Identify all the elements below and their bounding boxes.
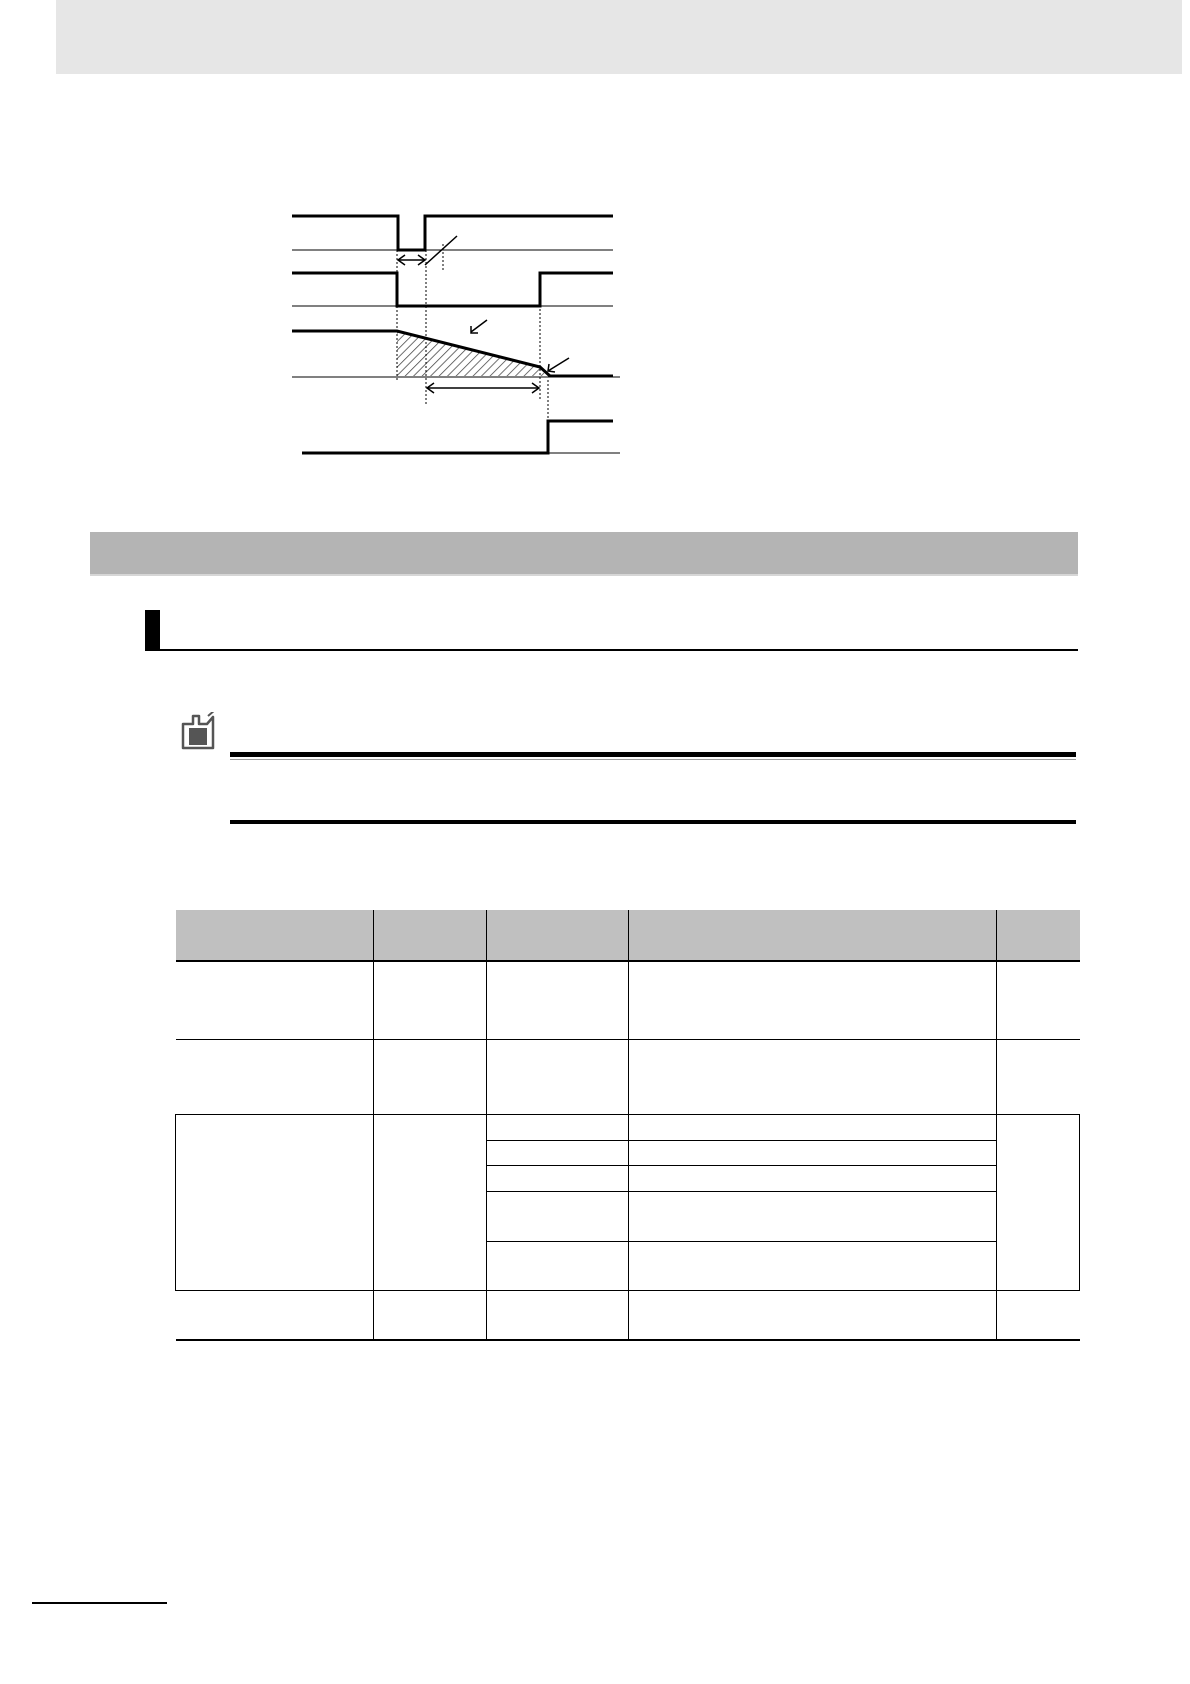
table-cell — [487, 1165, 629, 1191]
subsection-rule — [145, 649, 1078, 651]
table-cell — [374, 1039, 487, 1114]
table-header-row — [176, 910, 1080, 961]
table-cell — [176, 1290, 374, 1340]
table-row — [176, 1039, 1080, 1114]
table-row — [176, 1114, 1080, 1140]
table-cell — [997, 1290, 1080, 1340]
table-cell — [629, 1191, 997, 1241]
table-cell — [176, 961, 374, 1039]
table-cell — [487, 1140, 629, 1165]
timing-diagram — [0, 0, 1190, 520]
footer-rule — [32, 1602, 167, 1604]
table-header-cell — [374, 910, 487, 961]
table-header-cell — [629, 910, 997, 961]
table-cell — [487, 1290, 629, 1340]
table-cell — [629, 1165, 997, 1191]
table-cell — [997, 961, 1080, 1039]
precaution-bottom-rule — [230, 820, 1076, 824]
precaution-top-rule — [230, 752, 1076, 757]
precautions-for-correct-use-icon — [180, 712, 216, 754]
table-cell — [997, 1039, 1080, 1114]
table-cell — [487, 1191, 629, 1241]
table-cell — [629, 1140, 997, 1165]
table-cell — [487, 961, 629, 1039]
section-heading-bar — [90, 532, 1078, 576]
table-cell — [629, 1114, 997, 1140]
subsection-marker — [145, 610, 160, 650]
signal-1-waveform — [292, 216, 613, 250]
table-cell — [629, 1290, 997, 1340]
precaution-top-rule-thin — [230, 759, 1076, 760]
table-header-cell — [997, 910, 1080, 961]
table-header-cell — [487, 910, 629, 961]
parameter-table — [175, 910, 1080, 1341]
table-header-cell — [176, 910, 374, 961]
table-cell — [176, 1114, 374, 1290]
table-row — [176, 1290, 1080, 1340]
signal-2-waveform — [292, 273, 613, 306]
table-cell — [176, 1039, 374, 1114]
table-cell — [374, 1114, 487, 1290]
signal-4-waveform — [302, 421, 613, 453]
table-row — [176, 961, 1080, 1039]
table-cell — [629, 961, 997, 1039]
table-cell — [629, 1241, 997, 1290]
table-cell — [487, 1241, 629, 1290]
table-cell — [374, 961, 487, 1039]
table-cell — [997, 1114, 1080, 1290]
table-cell — [487, 1039, 629, 1114]
table-cell — [487, 1114, 629, 1140]
table-cell — [374, 1290, 487, 1340]
table-cell — [629, 1039, 997, 1114]
